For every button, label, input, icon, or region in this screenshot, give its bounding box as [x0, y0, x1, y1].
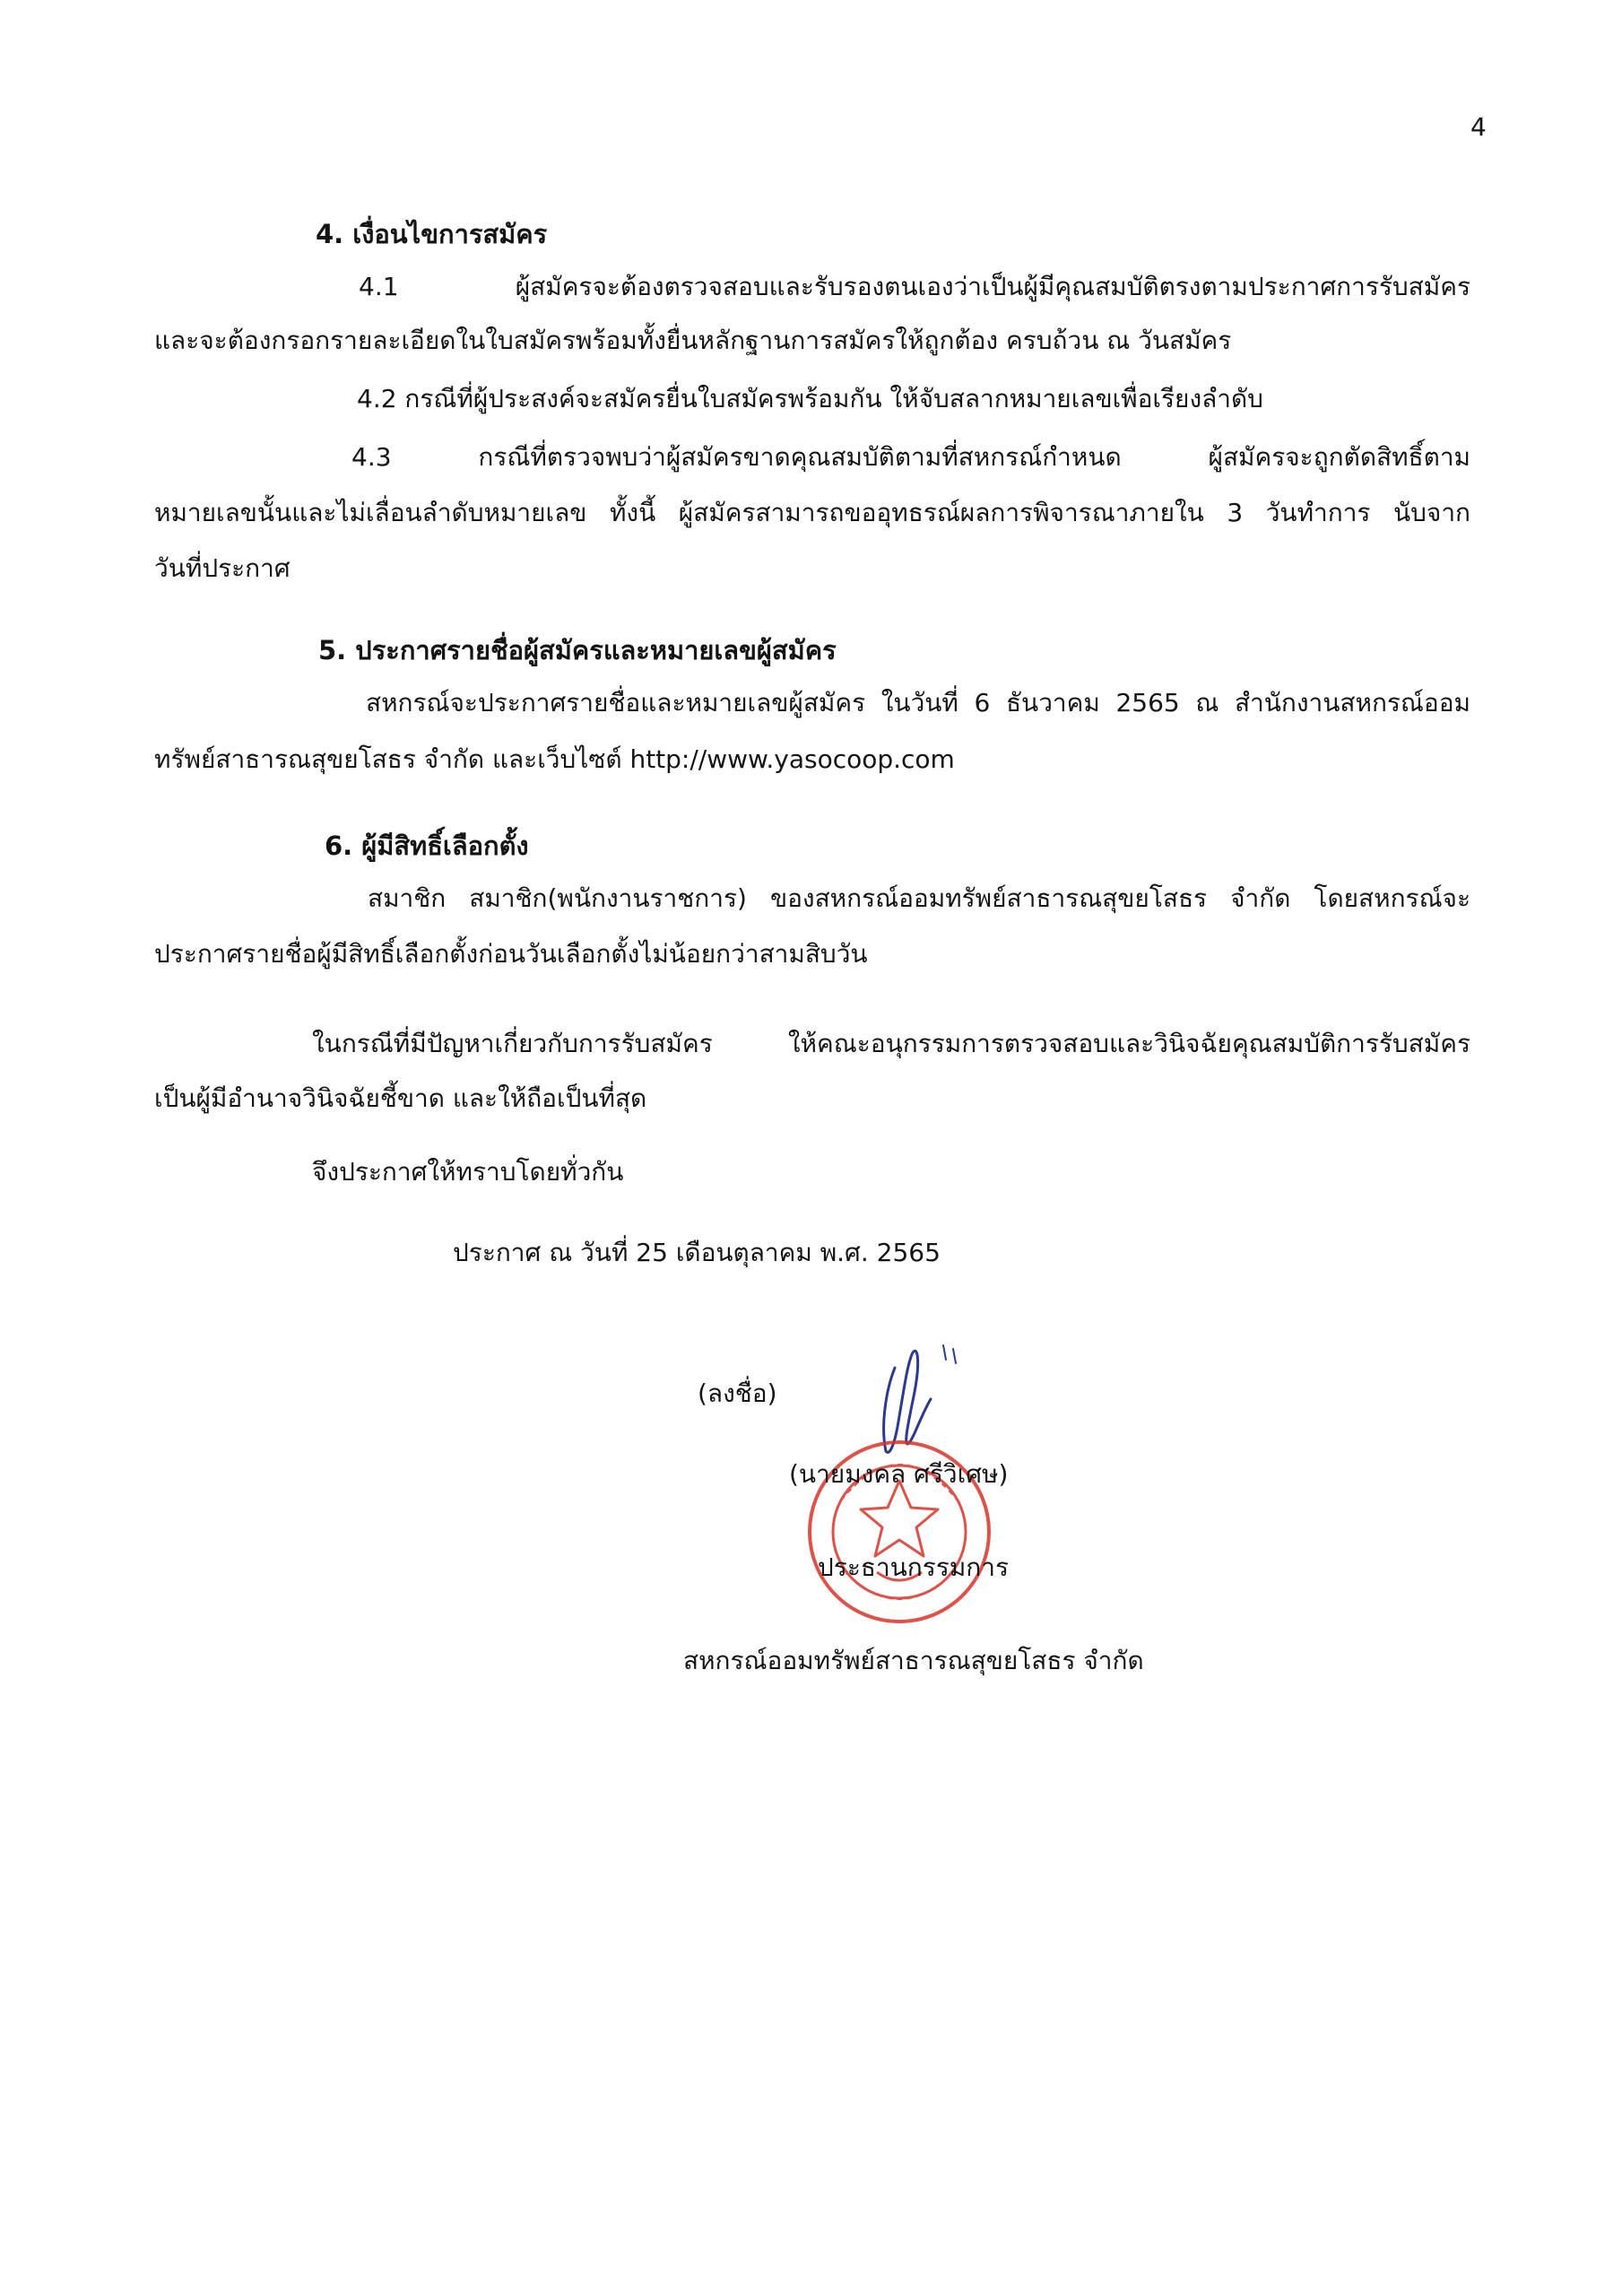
signature-label: (ลงชื่อ)	[698, 1378, 777, 1408]
page-number: 4	[1470, 112, 1487, 142]
section-5-line-1: สหกรณ์จะประกาศรายชื่อและหมายเลขผู้สมัคร ในวันที่ 6 ธันวาคม 2565 ณ สำนักงานสหกรณ์ออม	[366, 688, 1470, 718]
section-4-item-3-line-2: หมายเลขนั้นและไม่เลื่อนลำดับหมายเลข ทั้งนี้ ผู้สมัครสามารถขออุทธรณ์ผลการพิจารณาภายใน 3 วันทำการ นับจาก	[154, 498, 1470, 527]
section-4-item-2: 4.2 กรณีที่ผู้ประสงค์จะสมัครยื่นใบสมัครพร้อมกัน ให้จับสลากหมายเลขเพื่อเรียงลำดับ	[357, 384, 1263, 413]
dispute-line-2: เป็นผู้มีอำนาจวินิจฉัยชี้ขาด และให้ถือเป็นที่สุด	[154, 1083, 647, 1113]
section-4-item-3-line-1: 4.3 กรณีที่ตรวจพบว่าผู้สมัครขาดคุณสมบัติตามที่สหกรณ์กำหนด ผู้สมัครจะถูกตัดสิทธิ์ตาม	[351, 442, 1470, 472]
section-5-line-2: ทรัพย์สาธารณสุขยโสธร จำกัด และเว็บไซต์ http://www.yasocoop.com	[154, 744, 955, 774]
section-6-line-2: ประกาศรายชื่อผู้มีสิทธิ์เลือกตั้งก่อนวันเลือกตั้งไม่น้อยกว่าสามสิบวัน	[154, 939, 868, 969]
section-6-heading: 6. ผู้มีสิทธิ์เลือกตั้ง	[325, 831, 529, 861]
signatory-organization: สหกรณ์ออมทรัพย์สาธารณสุขยโสธร จำกัด	[683, 1646, 1144, 1675]
signatory-position: ประธานกรรมการ	[818, 1552, 1010, 1582]
announcement-text: จึงประกาศให้ทราบโดยทั่วกัน	[312, 1157, 624, 1187]
dispute-line-1: ในกรณีที่มีปัญหาเกี่ยวกับการรับสมัคร ให้คณะอนุกรรมการตรวจสอบและวินิจฉัยคุณสมบัติการรับสมัคร	[312, 1029, 1470, 1058]
section-4-item-1-line-1: 4.1 ผู้สมัครจะต้องตรวจสอบและรับรองตนเองว่าเป็นผู้มีคุณสมบัติตรงตามประกาศการรับสมัคร	[359, 272, 1470, 301]
section-4-item-1-line-2: และจะต้องกรอกรายละเอียดในใบสมัครพร้อมทั้งยื่นหลักฐานการสมัครให้ถูกต้อง ครบถ้วน ณ วันสมัคร	[154, 326, 1232, 355]
section-5-heading: 5. ประกาศรายชื่อผู้สมัครและหมายเลขผู้สมัคร	[318, 635, 837, 665]
section-6-line-1: สมาชิก สมาชิก(พนักงานราชการ) ของสหกรณ์ออมทรัพย์สาธารณสุขยโสธร จำกัด โดยสหกรณ์จะ	[368, 883, 1470, 913]
announcement-date: ประกาศ ณ วันที่ 25 เดือนตุลาคม พ.ศ. 2565	[453, 1238, 941, 1267]
section-4-item-3-line-3: วันที่ประกาศ	[154, 553, 291, 583]
section-4-heading: 4. เงื่อนไขการสมัคร	[316, 219, 548, 249]
signatory-name: (นายมงคล ศรีวิเศษ)	[789, 1459, 1009, 1489]
